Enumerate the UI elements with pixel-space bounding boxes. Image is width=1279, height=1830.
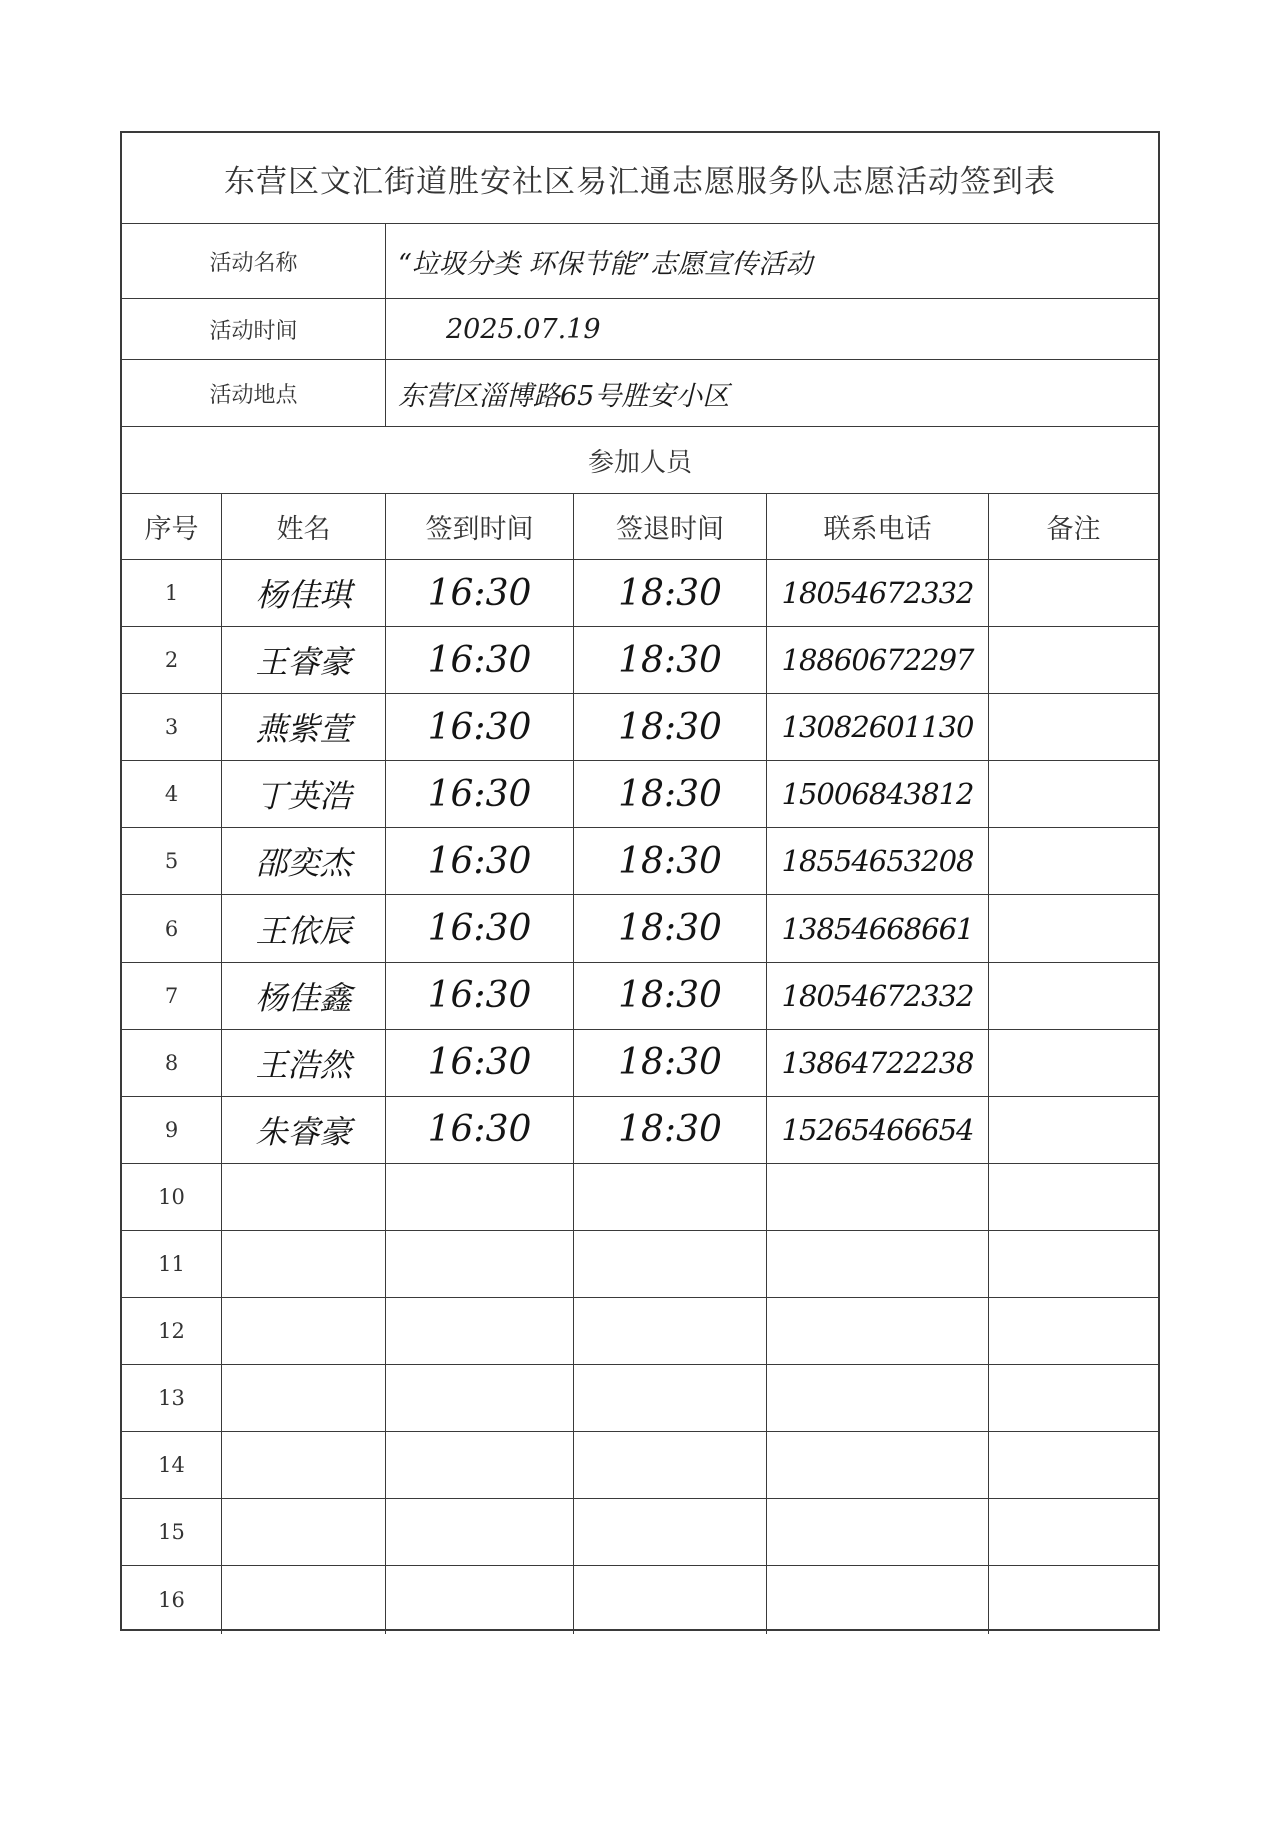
activity-place-label: 活动地点 (122, 360, 386, 426)
table-row (122, 963, 1158, 1030)
note (989, 627, 1158, 693)
participant-name: 王浩然 (222, 1030, 386, 1096)
participant-name: 邵奕杰 (222, 828, 386, 894)
sign-in-time: 16:30 (386, 627, 574, 693)
note (989, 1365, 1158, 1431)
sign-out-time: 18:30 (574, 694, 767, 760)
participant-name (222, 1231, 386, 1297)
phone-number: 13864722238 (767, 1030, 989, 1096)
row-number: 16 (122, 1566, 222, 1633)
sign-out-time: 18:30 (574, 828, 767, 894)
note (989, 828, 1158, 894)
sign-in-time (386, 1365, 574, 1431)
phone-number (767, 1499, 989, 1565)
row-number: 14 (122, 1432, 222, 1498)
phone-number: 13082601130 (767, 694, 989, 760)
row-number: 8 (122, 1030, 222, 1096)
table-row (122, 1432, 1158, 1499)
table-row (122, 1365, 1158, 1432)
row-number: 2 (122, 627, 222, 693)
row-number: 5 (122, 828, 222, 894)
sign-out-time (574, 1566, 767, 1633)
sign-out-time: 18:30 (574, 761, 767, 827)
column-header-phone: 联系电话 (767, 494, 989, 559)
column-header-no: 序号 (122, 494, 222, 559)
sign-in-time: 16:30 (386, 1030, 574, 1096)
note (989, 1298, 1158, 1364)
attendance-table (122, 494, 1158, 1634)
table-row (122, 560, 1158, 627)
phone-number: 18054672332 (767, 963, 989, 1029)
sign-out-time: 18:30 (574, 1030, 767, 1096)
participant-name (222, 1566, 386, 1633)
phone-number (767, 1231, 989, 1297)
row-number: 7 (122, 963, 222, 1029)
column-header-sign-out: 签退时间 (574, 494, 767, 559)
row-number: 4 (122, 761, 222, 827)
sign-in-time (386, 1566, 574, 1633)
row-number: 15 (122, 1499, 222, 1565)
note (989, 1164, 1158, 1230)
phone-number (767, 1164, 989, 1230)
row-number: 10 (122, 1164, 222, 1230)
table-row (122, 1298, 1158, 1365)
table-row (122, 1097, 1158, 1164)
activity-name-row (122, 224, 1158, 299)
participant-name: 杨佳琪 (222, 560, 386, 626)
activity-place-row (122, 360, 1158, 427)
sign-in-time: 16:30 (386, 828, 574, 894)
sign-out-time (574, 1432, 767, 1498)
phone-number (767, 1365, 989, 1431)
note (989, 1566, 1158, 1633)
note (989, 895, 1158, 961)
participant-name (222, 1365, 386, 1431)
note (989, 1499, 1158, 1565)
participant-name: 朱睿豪 (222, 1097, 386, 1163)
column-header-sign-in: 签到时间 (386, 494, 574, 559)
sign-out-time (574, 1164, 767, 1230)
row-number: 6 (122, 895, 222, 961)
activity-name-value: “垃圾分类 环保节能”志愿宣传活动 (398, 248, 813, 280)
table-row (122, 828, 1158, 895)
table-row (122, 1499, 1158, 1566)
sign-in-time: 16:30 (386, 560, 574, 626)
activity-place-value: 东营区淄博路65号胜安小区 (398, 380, 730, 412)
column-header-name: 姓名 (222, 494, 386, 559)
sign-in-time: 16:30 (386, 1097, 574, 1163)
participant-name: 丁英浩 (222, 761, 386, 827)
note (989, 963, 1158, 1029)
participant-name: 杨佳鑫 (222, 963, 386, 1029)
note (989, 1432, 1158, 1498)
sign-out-time: 18:30 (574, 627, 767, 693)
activity-time-value: 2025.07.19 (446, 313, 601, 345)
row-number: 13 (122, 1365, 222, 1431)
sheet-title: 东营区文汇街道胜安社区易汇通志愿服务队志愿活动签到表 (122, 133, 1158, 224)
participants-heading: 参加人员 (122, 427, 1158, 494)
table-row (122, 627, 1158, 694)
phone-number (767, 1566, 989, 1633)
note (989, 560, 1158, 626)
phone-number (767, 1432, 989, 1498)
table-row (122, 1566, 1158, 1633)
column-header-note: 备注 (1046, 514, 1101, 545)
sign-in-time (386, 1499, 574, 1565)
sign-in-time: 16:30 (386, 895, 574, 961)
sign-out-time: 18:30 (574, 560, 767, 626)
sign-out-time (574, 1231, 767, 1297)
table-row (122, 1030, 1158, 1097)
table-row (122, 895, 1158, 962)
sign-out-time (574, 1365, 767, 1431)
row-number: 11 (122, 1231, 222, 1297)
phone-number: 18054672332 (767, 560, 989, 626)
row-number: 12 (122, 1298, 222, 1364)
phone-number: 13854668661 (767, 895, 989, 961)
row-number: 9 (122, 1097, 222, 1163)
sign-out-time: 18:30 (574, 1097, 767, 1163)
phone-number: 15265466654 (767, 1097, 989, 1163)
sign-out-time (574, 1298, 767, 1364)
phone-number: 18554653208 (767, 828, 989, 894)
participant-name: 王睿豪 (222, 627, 386, 693)
phone-number: 15006843812 (767, 761, 989, 827)
note (989, 761, 1158, 827)
sign-in-time: 16:30 (386, 963, 574, 1029)
table-header-row (122, 494, 1158, 560)
sign-in-time (386, 1164, 574, 1230)
note (989, 1030, 1158, 1096)
phone-number (767, 1298, 989, 1364)
table-row (122, 694, 1158, 761)
participant-name: 燕紫萱 (222, 694, 386, 760)
table-body (122, 560, 1158, 1634)
sign-in-time (386, 1298, 574, 1364)
note (989, 1097, 1158, 1163)
participant-name: 王依辰 (222, 895, 386, 961)
sign-in-time (386, 1231, 574, 1297)
row-number: 1 (122, 560, 222, 626)
participant-name (222, 1432, 386, 1498)
participant-name (222, 1164, 386, 1230)
participant-name (222, 1298, 386, 1364)
sign-out-time: 18:30 (574, 895, 767, 961)
activity-time-row (122, 299, 1158, 360)
table-row (122, 1231, 1158, 1298)
sign-in-time: 16:30 (386, 694, 574, 760)
sign-in-time: 16:30 (386, 761, 574, 827)
row-number: 3 (122, 694, 222, 760)
table-row (122, 761, 1158, 828)
activity-time-label: 活动时间 (122, 299, 386, 359)
activity-name-label: 活动名称 (122, 224, 386, 298)
phone-number: 18860672297 (767, 627, 989, 693)
sign-out-time: 18:30 (574, 963, 767, 1029)
sign-in-sheet (120, 131, 1160, 1631)
note (989, 1231, 1158, 1297)
sign-out-time (574, 1499, 767, 1565)
table-row (122, 1164, 1158, 1231)
note (989, 694, 1158, 760)
sign-in-time (386, 1432, 574, 1498)
participant-name (222, 1499, 386, 1565)
